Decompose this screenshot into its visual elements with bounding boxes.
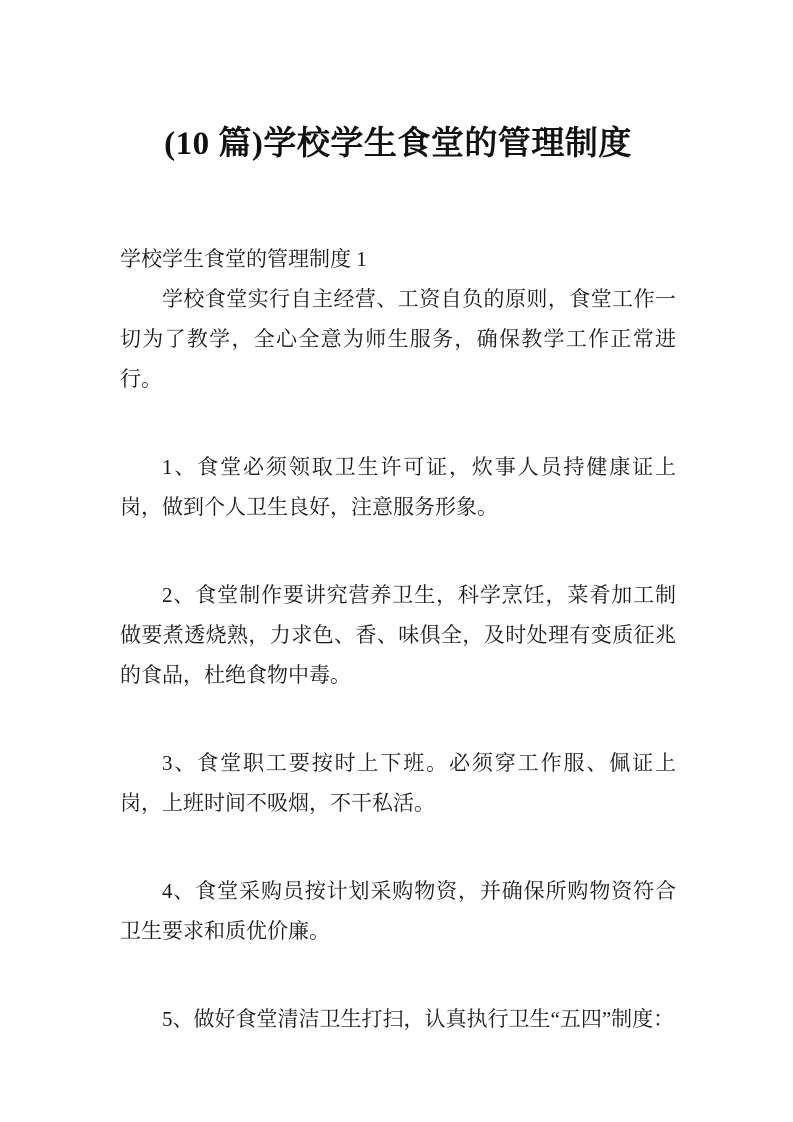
rule-paragraph-5: 5、做好食堂清洁卫生打扫，认真执行卫生“五四”制度：	[162, 1007, 675, 1031]
rule-paragraph-4: 4、食堂采购员按计划采购物资，并确保所购物资符合卫生要求和质优价廉。	[120, 879, 676, 943]
rule-paragraph-1: 1、食堂必须领取卫生许可证，炊事人员持健康证上岗，做到个人卫生良好，注意服务形象。	[120, 455, 676, 519]
document-title: (10 篇)学校学生食堂的管理制度	[164, 126, 632, 162]
intro-paragraph: 学校食堂实行自主经营、工资自负的原则，食堂工作一切为了教学，全心全意为师生服务，确保教学工作正常进行。	[120, 287, 676, 391]
rule-paragraph-3: 3、食堂职工要按时上下班。必须穿工作服、佩证上岗，上班时间不吸烟，不干私活。	[120, 751, 676, 815]
rule-paragraph-2: 2、食堂制作要讲究营养卫生，科学烹饪，菜肴加工制做要煮透烧熟，力求色、香、味俱全，及时处理有变质征兆的食品，杜绝食物中毒。	[120, 583, 676, 687]
section-heading: 学校学生食堂的管理制度 1	[120, 247, 367, 271]
